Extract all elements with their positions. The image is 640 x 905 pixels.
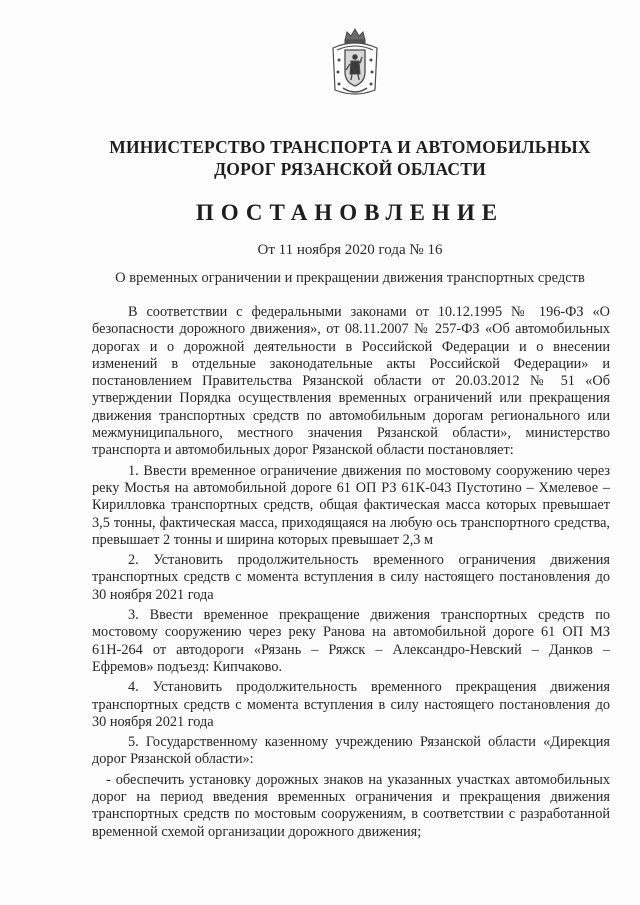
document-date-number: От 11 ноября 2020 года № 16: [257, 242, 443, 258]
document-subject: О временных ограничении и прекращении движения транспортных средств: [115, 270, 585, 286]
item-5-dash-1-paragraph: - обеспечить установку дорожных знаков на указанных участках автомобильных дорог на период введения временных ограничения и прекращения движения транспортных средств по мостовым сооружениям, в соответствии с разработанной временной схемой организации дорожного движения;: [92, 771, 610, 840]
document-body: [92, 304, 610, 844]
item-2-paragraph: 2. Установить продолжительность временного ограничения движения транспортных средств с момента вступления в силу настоящего постановления до 30 ноября 2021 года: [92, 552, 610, 603]
item-3-paragraph: 3. Ввести временное прекращение движения транспортных средств по мостовому сооружению через реку Ранова на автомобильной дороге 61 ОП МЗ 61Н-264 от автодороги «Рязань – Ряжск – Александро-Невский – Данков – Ефремов» подъезд: Кипчаково.: [92, 607, 610, 675]
item-5-paragraph: 5. Государственному казенному учреждению Рязанской области «Дирекция дорог Рязанской области»:: [92, 734, 610, 768]
ministry-name-line1: МИНИСТЕРСТВО ТРАНСПОРТА И АВТОМОБИЛЬНЫХ: [109, 137, 591, 157]
preamble-paragraph: В соответствии с федеральными законами от 10.12.1995 № 196-ФЗ «О безопасности дорожного движения», от 08.11.2007 № 257-ФЗ «Об автомобильных дорогах и о дорожной деятельности в Российской Федерации и о внесении изменений в отдельные законодательные акты Российской Федерации» и постановлением Правительства Рязанской области от 20.03.2012 № 51 «Об утверждении Порядка осуществления временных ограничений или прекращения движения транспортных средств по автомобильным дорогам регионального или межмуниципального, местного значения Рязанской области», министерство транспорта и автомобильных дорог Рязанской области постановляет:: [92, 304, 610, 459]
item-4-paragraph: 4. Установить продолжительность временного прекращения движения транспортных средств с момента вступления в силу настоящего постановления до 30 ноября 2021 года: [92, 679, 610, 730]
ministry-name-line2: ДОРОГ РЯЗАНСКОЙ ОБЛАСТИ: [214, 159, 486, 179]
ryazan-coat-of-arms-icon: [329, 26, 381, 100]
ministry-name: [100, 136, 600, 180]
document-title: ПОСТАНОВЛЕНИЕ: [195, 200, 505, 225]
item-1-paragraph: 1. Ввести временное ограничение движения по мостовому сооружению через реку Мостья на автомобильной дороге 61 ОП РЗ 61К-043 Пустотино – Хмелевое – Кирилловка транспортных средств, общая фактическая масса которых превышает 3,5 тонны, фактическая масса, приходящаяся на любую ось транспортного средства, превышает 2 тонны и ширина которых превышает 2,3 м: [92, 462, 610, 548]
